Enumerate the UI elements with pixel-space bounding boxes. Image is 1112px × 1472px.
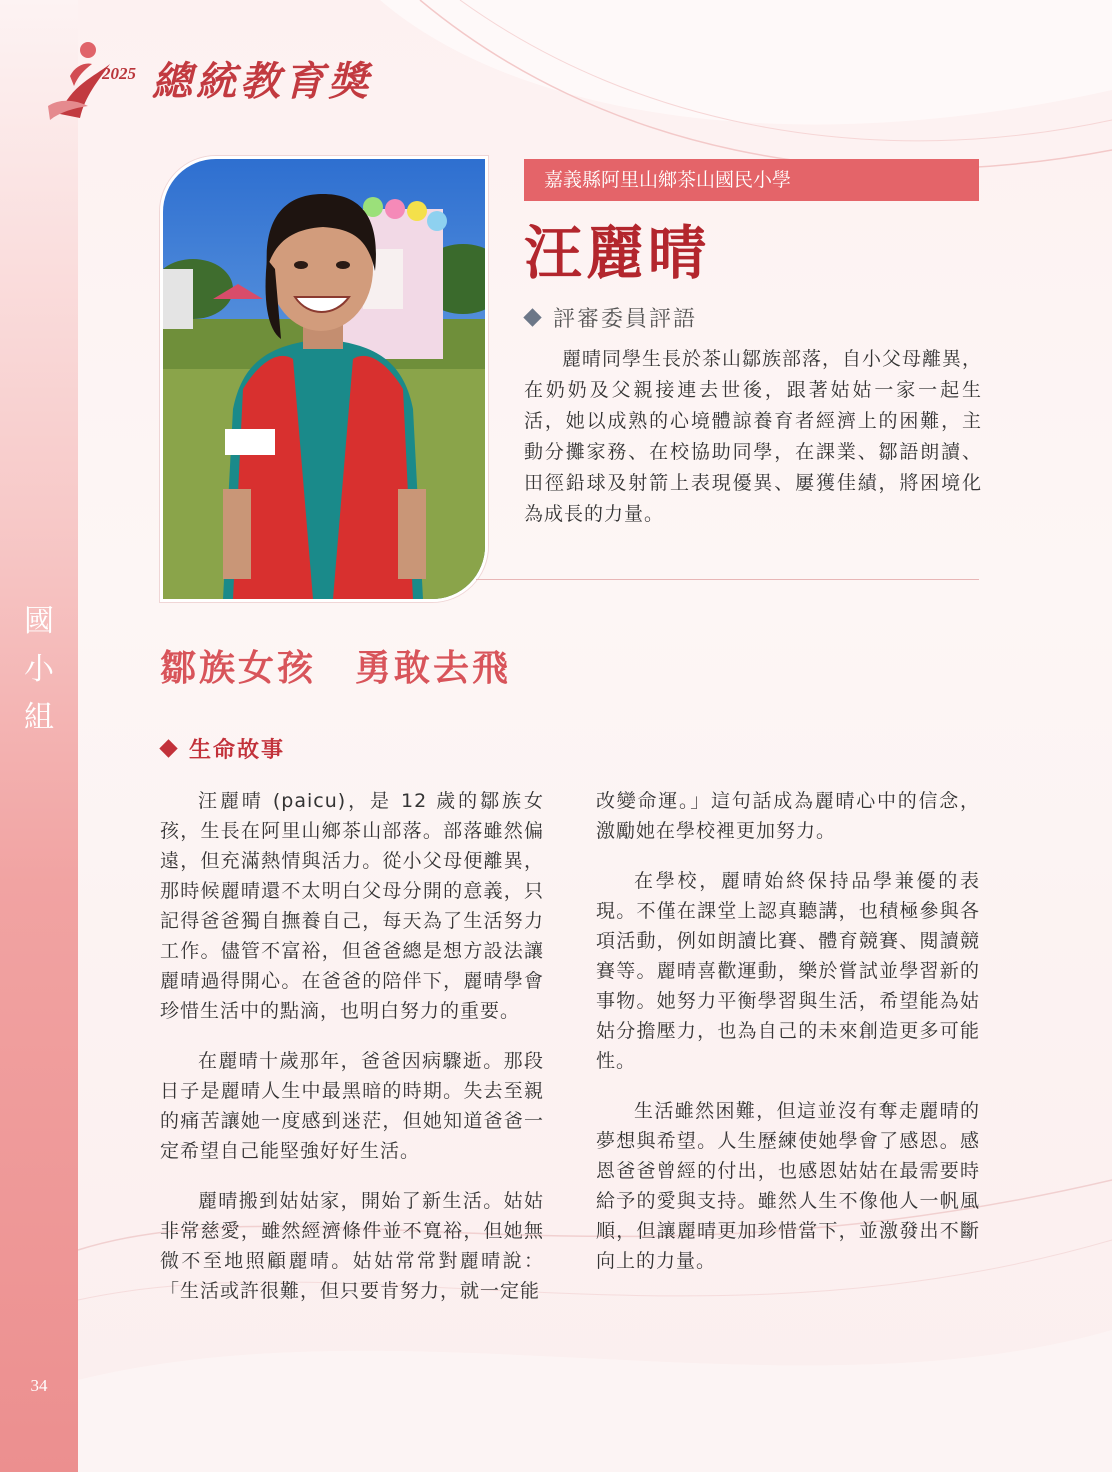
group-label [0,598,78,742]
story-paragraph: 汪麗晴 (paicu)，是 12 歲的鄒族女孩，生長在阿里山鄉茶山部落。部落雖然偏遠，但充滿熱情與活力。從小父母便離異，那時候麗晴還不太明白父母分開的意義，只記得爸爸獨自撫養自己，每天為了生活努力工作。儘管不富裕，但爸爸總是想方設法讓麗晴過得開心。在爸爸的陪伴下，麗晴學會珍惜生活中的點滴，也明白努力的重要。 [160,790,544,1022]
award-logo [40,36,380,126]
logo-year: 2025 [102,64,136,83]
group-char: 國 [24,604,54,639]
page-number: 34 [30,1376,48,1395]
story-column-left [160,786,544,1326]
story-heading [162,733,285,764]
judges-heading-text: 評審委員評語 [553,307,698,332]
student-photo [160,156,488,602]
story-paragraph: 麗晴搬到姑姑家，開始了新生活。姑姑非常慈愛，雖然經濟條件並不寬裕，但她無微不至地照顧麗晴。姑姑常常對麗晴說：「生活或許很難，但只要肯努力，就一定能 [160,1190,544,1302]
student-name: 汪麗晴 [524,219,711,287]
group-char: 小 [24,652,54,687]
diamond-bullet-icon [159,739,177,757]
story-paragraph: 生活雖然困難，但這並沒有奪走麗晴的夢想與希望。人生歷練使她學會了感恩。感恩爸爸曾經的付出，也感恩姑姑在最需要時給予的愛與支持。雖然人生不像他人一帆風順，但讓麗晴更加珍惜當下，並激發出不斷向上的力量。 [596,1100,980,1272]
story-headline: 鄒族女孩 勇敢去飛 [160,648,512,689]
judges-heading [526,302,697,333]
diamond-bullet-icon [523,308,541,326]
story-paragraph: 在學校，麗晴始終保持品學兼優的表現。不僅在課堂上認真聽講，也積極參與各項活動，例如朗讀比賽、體育競賽、閱讀競賽等。麗晴喜歡運動，樂於嘗試並學習新的事物。她努力平衡學習與生活，希望能為姑姑分擔壓力，也為自己的未來創造更多可能性。 [596,870,980,1072]
group-char: 組 [24,700,54,735]
judges-comment-paragraph: 麗晴同學生長於茶山鄒族部落，自小父母離異，在奶奶及父親接連去世後，跟著姑姑一家一起生活，她以成熟的心境體諒養育者經濟上的困難，主動分攤家務、在校協助同學，在課業、鄒語朗讀、田徑鉛球及射箭上表現優異、屢獲佳績，將困境化為成長的力量。 [524,348,983,525]
judges-comment [524,344,982,530]
story-paragraph: 在麗晴十歲那年，爸爸因病驟逝。那段日子是麗晴人生中最黑暗的時期。失去至親的痛苦讓她一度感到迷茫，但她知道爸爸一定希望自己能堅強好好生活。 [160,1050,544,1162]
school-banner: 嘉義縣阿里山鄉茶山國民小學 [524,159,979,201]
story-heading-text: 生命故事 [189,738,286,763]
logo-title: 總統教育獎 [152,58,372,105]
section-divider [476,579,979,580]
story-column-right [596,786,980,1296]
story-paragraph-continued: 改變命運。」這句話成為麗晴心中的信念，激勵她在學校裡更加努力。 [596,790,980,842]
